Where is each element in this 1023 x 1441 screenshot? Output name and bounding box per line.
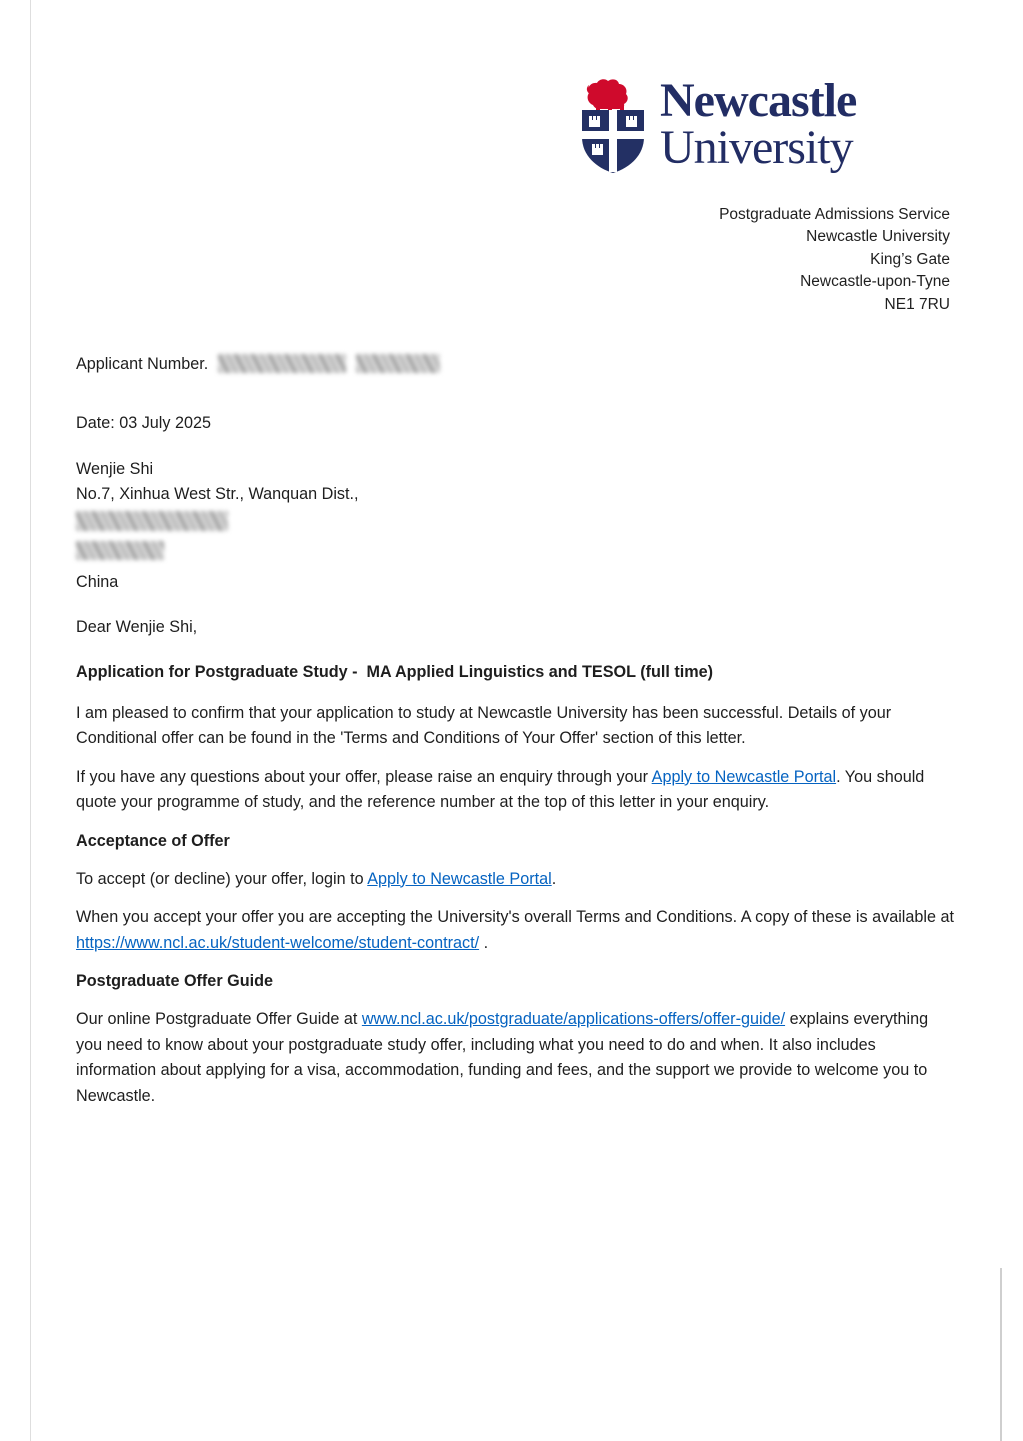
guide-text-pre: Our online Postgraduate Offer Guide at [76,1009,362,1028]
sender-line: NE1 7RU [884,295,950,313]
enquiry-paragraph [76,765,956,816]
recipient-country: China [76,573,119,591]
recipient-address-block [76,457,359,595]
acceptance-text-pre: To accept (or decline) your offer, login to [76,869,368,888]
applicant-number-redacted-2 [356,354,440,373]
terms-paragraph [76,905,956,956]
logo-wordmark [660,74,857,174]
offer-confirmation-paragraph: I am pleased to confirm that your application to study at Newcastle University has been successful. Details of your Conditional offer can be found in the 'Terms and Conditions of Your Offer' section of this letter. [76,703,892,748]
student-contract-link[interactable]: https://www.ncl.ac.uk/student-welcome/student-contract/ [76,933,480,952]
salutation: Dear Wenjie Shi, [76,618,198,636]
applicant-number-label: Applicant Number. [76,355,209,373]
logo-wordmark-line2: University [660,121,853,174]
acceptance-text-post: . [551,869,557,888]
acceptance-of-offer-heading: Acceptance of Offer [76,831,230,850]
scan-edge-artifact-left [30,0,31,1441]
recipient-address-line: No.7, Xinhua West Str., Wanquan Dist., [76,484,359,503]
offer-guide-paragraph [76,1007,956,1109]
sender-address-block [719,204,950,316]
logo-wordmark-line1: Newcastle [660,74,857,127]
apply-to-newcastle-portal-link[interactable]: Apply to Newcastle Portal [651,767,837,786]
sender-line: Newcastle University [806,228,950,246]
postgraduate-offer-guide-heading: Postgraduate Offer Guide [76,972,273,991]
lion-crest-icon [587,79,628,110]
recipient-redacted-line-2 [76,541,164,560]
enquiry-text-pre: If you have any questions about your offer, please raise an enquiry through your [76,767,652,786]
scan-edge-artifact-right [1000,1268,1002,1441]
sender-line: Postgraduate Admissions Service [719,206,950,223]
university-crest-icon [578,76,648,176]
terms-text-pre: When you accept your offer you are accepting the University's overall Terms and Conditions. A copy of these is available at [76,908,954,927]
university-logo [578,76,856,176]
subject-line: Application for Postgraduate Study - MA Applied Linguistics and TESOL (full time) [76,663,714,681]
applicant-number-redacted-1 [218,354,346,373]
date-line: Date: 03 July 2025 [76,414,211,432]
applicant-number-line [76,354,440,374]
recipient-redacted-line-1 [76,511,228,531]
apply-to-newcastle-portal-link-2[interactable]: Apply to Newcastle Portal [367,869,552,888]
sender-line: Newcastle-upon-Tyne [800,273,950,291]
offer-guide-link[interactable]: www.ncl.ac.uk/postgraduate/applications-offers/offer-guide/ [361,1009,786,1028]
recipient-name: Wenjie Shi [76,460,154,478]
terms-text-post: . [479,933,489,952]
acceptance-paragraph [76,867,956,893]
letter-body [76,660,956,1122]
guide-text-post: explains everything you need to know about your postgraduate study offer, including what you need to do and when. It also includes information about applying for a visa, accommodation, funding and fees, and the support we provide to welcome you to Newcastle. [76,1009,929,1105]
enquiry-text-post: . You should quote your programme of study, and the reference number at the top of this letter in your enquiry. [76,767,925,812]
sender-line: King’s Gate [870,250,950,268]
